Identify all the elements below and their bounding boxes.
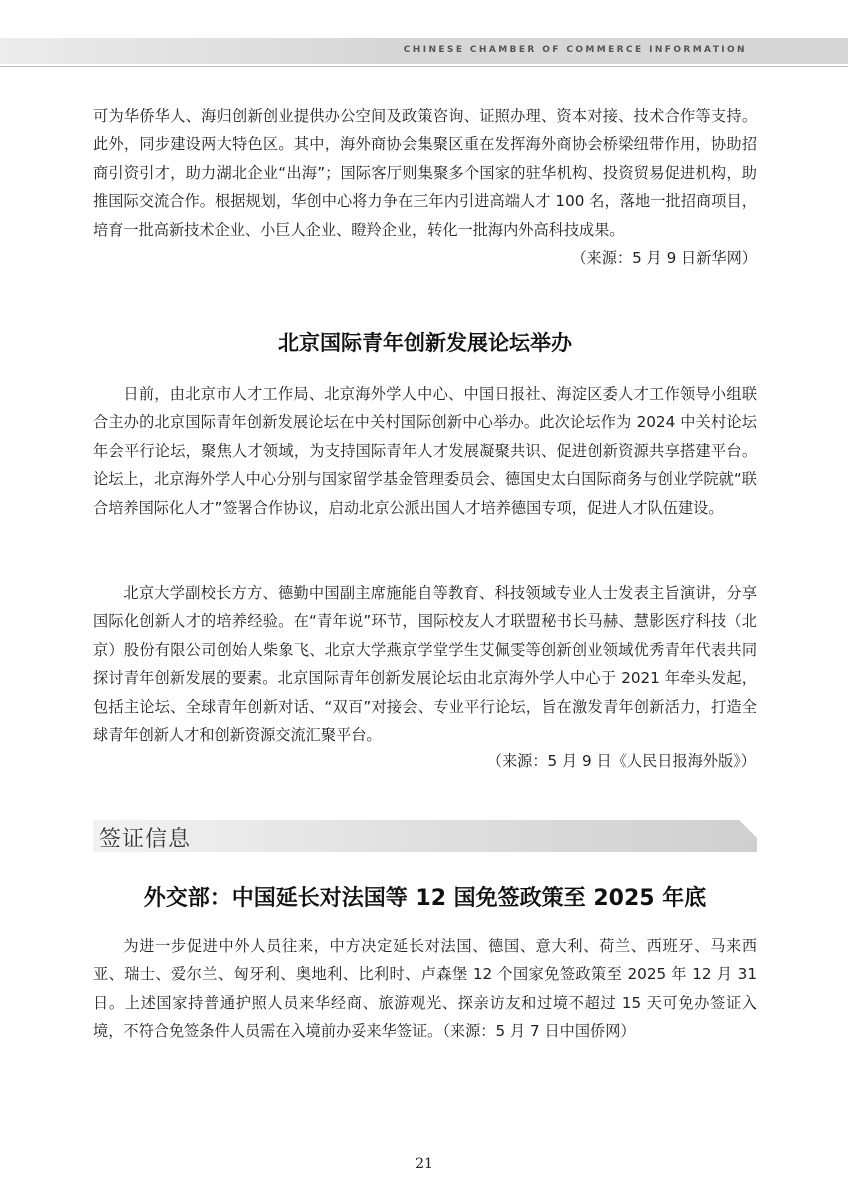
article1-source: （来源：5 月 9 日新华网） (571, 249, 757, 268)
section-header-bar (93, 820, 757, 852)
article1-body-block (93, 102, 757, 272)
article3-title: 外交部：中国延长对法国等 12 国免签政策至 2025 年底 (143, 886, 707, 911)
section-header (93, 820, 757, 852)
article3-source: （来源：5 月 7 日中国侨网） (442, 1022, 636, 1041)
section-label: 签证信息 (99, 827, 192, 852)
article2-paragraph2: 北京大学副校长方方、德勤中国副主席施能自等教育、科技领域专业人士发表主旨演讲，分享国际化创新人才的培养经验。在“青年说”环节，国际校友人才联盟秘书长马赫、慧影医疗科技（北京）股份有限公司创始人柴象飞、北京大学燕京学堂学生艾佩雯等创新创业领域优秀青年代表共同探讨青年创新发展的要素。北京国际青年创新发展论坛由北京海外学人中心于 2021 年牵头发起，包括主论坛、全球青年创新对话、“双百”对接会、专业平行论坛，旨在激发青年创新活力，打造全球青年创新人才和创新资源交流汇聚平台。 (93, 584, 757, 745)
article2-source: （来源：5 月 9 日《人民日报海外版》） (486, 752, 756, 770)
article3-body: 为进一步促进中外人员往来，中方决定延长对法国、德国、意大利、荷兰、西班牙、马来西亚、瑞士、爱尔兰、匈牙利、奥地利、比利时、卢森堡 12 个国家免签政策至 2025 年 12 月 31 日。上述国家持普通护照人员来华经商、旅游观光、探亲访友和过境不超过 15 天可免办签证入境，不符合免签条件人员需在入境前办妥来华签证。 (93, 937, 757, 1041)
page-number: 21 (415, 1156, 433, 1172)
article2-paragraph1: 日前，由北京市人才工作局、北京海外学人中心、中国日报社、海淀区委人才工作领导小组联合主办的北京国际青年创新发展论坛在中关村国际创新中心举办。此次论坛作为 2024 中关村论坛年会平行论坛，聚焦人才领域，为支持国际青年人才发展凝聚共识、促进创新资源共享搭建平台。论坛上，北京海外学人中心分别与国家留学基金管理委员会、德国史太白国际商务与创业学院就“联合培养国际化人才”签署合作协议，启动北京公派出国人才培养德国专项，促进人才队伍建设。 (93, 385, 757, 517)
article1-body: 可为华侨华人、海归创新创业提供办公空间及政策咨询、证照办理、资本对接、技术合作等支持。此外，同步建设两大特色区。其中，海外商协会集聚区重在发挥海外商协会桥梁纽带作用，协助招商引资引才，助力湖北企业“出海”；国际客厅则集聚多个国家的驻华机构、投资贸易促进机构，助推国际交流合作。根据规划，华创中心将力争在三年内引进高端人才 100 名，落地一批招商项目，培育一批高新技术企业、小巨人企业、瞪羚企业，转化一批海内外高科技成果。 (93, 107, 757, 239)
article2-title: 北京国际青年创新发展论坛举办 (278, 331, 572, 355)
header-band-gradient (0, 38, 400, 64)
header-title: CHINESE CHAMBER OF COMMERCE INFORMATION (403, 45, 747, 55)
header-divider (0, 66, 848, 67)
article3-body-block (93, 932, 757, 1046)
